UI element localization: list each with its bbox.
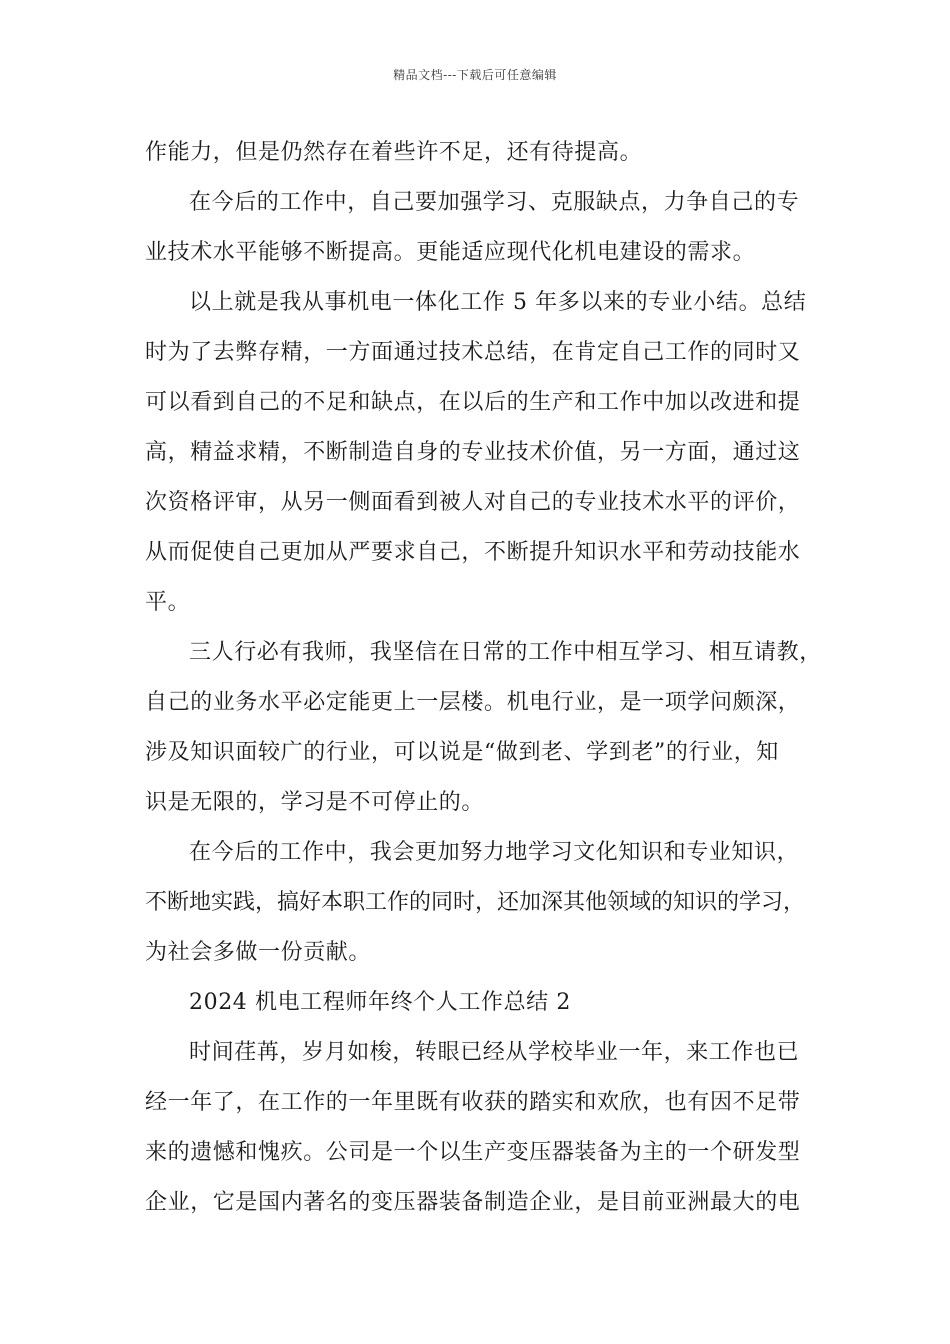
paragraph-first-line: 三人行必有我师，我坚信在日常的工作中相互学习、相互请教， (189, 640, 822, 665)
section-heading: 2024 机电工程师年终个人工作总结 2 (189, 990, 571, 1015)
text-line: 作能力，但是仍然存在着些许不足，还有待提高。 (145, 140, 643, 165)
text-line: 平。 (145, 590, 191, 615)
document-body (145, 128, 822, 1228)
text-line: 经一年了，在工作的一年里既有收获的踏实和欢欣，也有因不足带 (145, 1090, 801, 1115)
text-line: 高，精益求精，不断制造自身的专业技术价值，另一方面，通过这 (145, 440, 801, 465)
text-line: 不断地实践，搞好本职工作的同时，还加深其他领域的知识的学习， (145, 890, 806, 915)
text-line: 自己的业务水平必定能更上一层楼。机电行业，是一项学问颇深， (145, 690, 801, 715)
text-line: 业技术水平能够不断提高。更能适应现代化机电建设的需求。 (145, 240, 756, 265)
paragraph-first-line: 时间荏苒，岁月如梭，转眼已经从学校毕业一年，来工作也已 (189, 1040, 800, 1065)
paragraph-first-line: 在今后的工作中，自己要加强学习、克服缺点，力争自己的专 (189, 190, 800, 215)
text-line: 次资格评审，从另一侧面看到被人对自己的专业技术水平的评价， (145, 490, 801, 515)
paragraph-first-line: 在今后的工作中，我会更加努力地学习文化知识和专业知识， (189, 840, 800, 865)
text-line: 从而促使自己更加从严要求自己，不断提升知识水平和劳动技能水 (145, 540, 801, 565)
text-line: 来的遗憾和愧疚。公司是一个以生产变压器装备为主的一个研发型 (145, 1140, 801, 1165)
page-header: 精品文档---下载后可任意编辑 (393, 68, 557, 82)
paragraph-first-line: 以上就是我从事机电一体化工作 5 年多以来的专业小结。总结 (189, 290, 807, 315)
text-line: 为社会多做一份贡献。 (145, 940, 372, 965)
text-line: 识是无限的，学习是不可停止的。 (145, 790, 485, 815)
text-line: 时为了去弊存精，一方面通过技术总结，在肯定自己工作的同时又 (145, 340, 801, 365)
text-line: 可以看到自己的不足和缺点，在以后的生产和工作中加以改进和提 (145, 390, 801, 415)
text-line: 企业，它是国内著名的变压器装备制造企业，是目前亚洲最大的电 (145, 1190, 801, 1215)
text-line: 涉及知识面较广的行业，可以说是“做到老、学到老”的行业，知 (145, 740, 779, 765)
